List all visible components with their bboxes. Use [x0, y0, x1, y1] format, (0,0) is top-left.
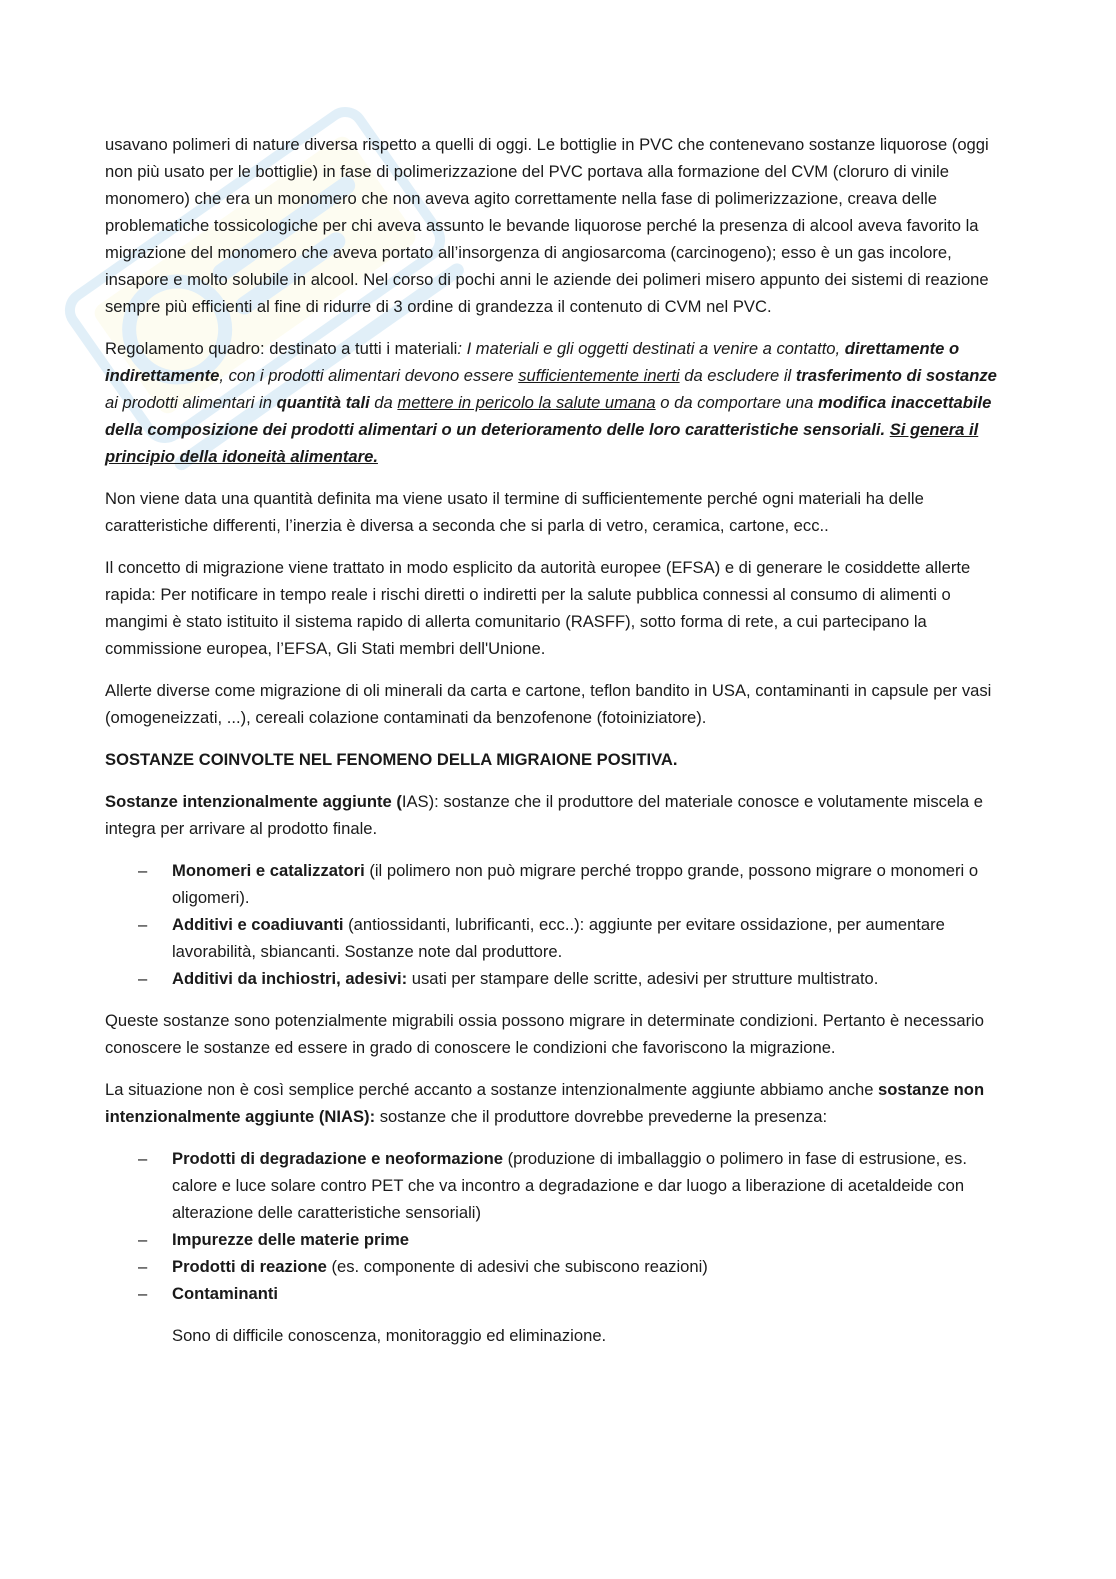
idoneita-alimentare-principle: Si genera il principio della idoneità alimentare. — [105, 420, 979, 466]
regolamento-text: o da comportare una — [655, 393, 818, 412]
list-item-term: Contaminanti — [172, 1284, 279, 1303]
list-item-term: Monomeri e catalizzatori — [172, 861, 365, 880]
section-heading: SOSTANZE COINVOLTE NEL FENOMENO DELLA MIGRAIONE POSITIVA. — [105, 750, 678, 769]
paragraph-cvm: usavano polimeri di nature diversa rispetto a quelli di oggi. Le bottiglie in PVC che contenevano sostanze liquorose (oggi non più usato per le bottiglie) in fase di polimerizzazione del PVC portava alla formazione del CVM (cloruro di vinile monomero) che era un monomero che non aveva agito correttamente nella fase di polimerizzazione, creava delle problematiche tossicologiche per chi aveva assunto le bevande liquorose perché la presenza di alcool aveva favorito la migrazione del monomero che aveva portato all’insorgenza di angiosarcoma (carcinogeno); esso è un gas incolore, insapore e molto solubile in alcool. Nel corso di pochi anni le aziende dei polimeri misero appunto dei sistemi di reazione sempre più efficienti al fine di ridurre di 3 ordine di grandezza il contenuto di CVM nel PVC. — [105, 135, 989, 316]
list-item — [105, 857, 1005, 911]
dash-bullet: – — [138, 1284, 148, 1303]
ias-term: Sostanze intenzionalmente aggiunte ( — [105, 792, 402, 811]
regolamento-emphasis: direttamente o indirettamente — [105, 339, 960, 385]
dash-bullet: – — [138, 1257, 148, 1276]
regolamento-emphasis: quantità tali — [276, 393, 370, 412]
paragraph-regolamento-quadro — [105, 335, 1005, 470]
dash-bullet: – — [138, 861, 148, 880]
paragraph-sufficientemente: Non viene data una quantità definita ma viene usato il termine di sufficientemente perché ogni materiali ha delle caratteristiche differenti, l’inerzia è diversa a seconda che si parla di vetro, ceramica, cartone, ecc.. — [105, 489, 924, 535]
paragraph-ias — [105, 788, 1005, 842]
regolamento-text: ai prodotti alimentari in — [105, 393, 277, 412]
regolamento-text: : I materiali e gli oggetti destinati a venire a contatto, — [457, 339, 845, 358]
nias-list — [105, 1145, 1005, 1307]
list-item — [105, 1145, 1005, 1226]
document-body — [105, 131, 1005, 1364]
paragraph-nias — [105, 1076, 1005, 1130]
paragraph-migrabili: Queste sostanze sono potenzialmente migrabili ossia possono migrare in determinate condizioni. Pertanto è necessario conoscere le sostanze ed essere in grado di conoscere le condizioni che favoriscono la migrazione. — [105, 1011, 985, 1057]
regolamento-emphasis: modifica inaccettabile della composizione dei prodotti alimentari o un deterioramento delle loro caratteristiche sensoriali. — [105, 393, 992, 439]
nias-intro: La situazione non è così semplice perché accanto a sostanze intenzionalmente aggiunte abbiamo anche — [105, 1080, 879, 1099]
paragraph-efsa-rasff: Il concetto di migrazione viene trattato in modo esplicito da autorità europee (EFSA) e di generare le cosiddette allerte rapida: Per notificare in tempo reale i rischi diretti o indiretti per la salute pubblica connessi al consumo di alimenti o mangimi è stato istituito il sistema rapido di allerta comunitario (RASFF), sotto forma di rete, a cui partecipano la commissione europea, l’EFSA, Gli Stati membri dell'Unione. — [105, 558, 971, 658]
regolamento-text: da escludere il — [679, 366, 796, 385]
regolamento-text: da — [369, 393, 398, 412]
list-item-term: Impurezze delle materie prime — [172, 1230, 410, 1249]
regolamento-underline: sufficientemente inerti — [518, 366, 680, 385]
list-item-text: (produzione di imballaggio o polimero in fase di estrusione, es. calore e luce solare contro PET che va incontro a degradazione e dar luogo a liberazione di acetaldeide con alterazione delle caratteristiche sensoriali) — [172, 1149, 967, 1222]
regolamento-underline: mettere in pericolo la salute umana — [397, 393, 656, 412]
list-item-term: Additivi e coadiuvanti — [172, 915, 344, 934]
list-item — [105, 911, 1005, 965]
list-item — [105, 1226, 1005, 1253]
list-item — [105, 965, 1005, 992]
paragraph-allerte: Allerte diverse come migrazione di oli minerali da carta e cartone, teflon bandito in USA, contaminanti in capsule per vasi (omogeneizzati, ...), cereali colazione contaminati da benzofenone (fotoiniziatore). — [105, 681, 992, 727]
list-item-term: Prodotti di reazione — [172, 1257, 327, 1276]
list-item-text: (antiossidanti, lubrificanti, ecc..): aggiunte per evitare ossidazione, per aumentare lavorabilità, sbiancanti. Sostanze note dal produttore. — [172, 915, 945, 961]
nias-definition: sostanze che il produttore dovrebbe prevederne la presenza: — [375, 1107, 828, 1126]
ias-definition: IAS): sostanze che il produttore del materiale conosce e volutamente miscela e integra per arrivare al prodotto finale. — [105, 792, 983, 838]
list-item-text: (il polimero non può migrare perché troppo grande, possono migrare o monomeri o oligomeri). — [172, 861, 979, 907]
dash-bullet: – — [138, 1149, 148, 1168]
paragraph-closing: Sono di difficile conoscenza, monitoraggio ed eliminazione. — [172, 1326, 607, 1345]
dash-bullet: – — [138, 915, 148, 934]
list-item-term: Prodotti di degradazione e neoformazione — [172, 1149, 503, 1168]
list-item — [105, 1253, 1005, 1280]
list-item-text: usati per stampare delle scritte, adesivi per strutture multistrato. — [407, 969, 879, 988]
list-item — [105, 1280, 1005, 1307]
list-item-text: (es. componente di adesivi che subiscono reazioni) — [326, 1257, 708, 1276]
regolamento-emphasis: trasferimento di sostanze — [795, 366, 997, 385]
dash-bullet: – — [138, 1230, 148, 1249]
regolamento-intro: Regolamento quadro: destinato a tutti i materiali — [105, 339, 458, 358]
dash-bullet: – — [138, 969, 148, 988]
regolamento-text: , con i prodotti alimentari devono essere — [219, 366, 519, 385]
ias-list — [105, 857, 1005, 992]
list-item-term: Additivi da inchiostri, adesivi: — [172, 969, 408, 988]
nias-term: sostanze non intenzionalmente aggiunte (NIAS): — [105, 1080, 985, 1126]
